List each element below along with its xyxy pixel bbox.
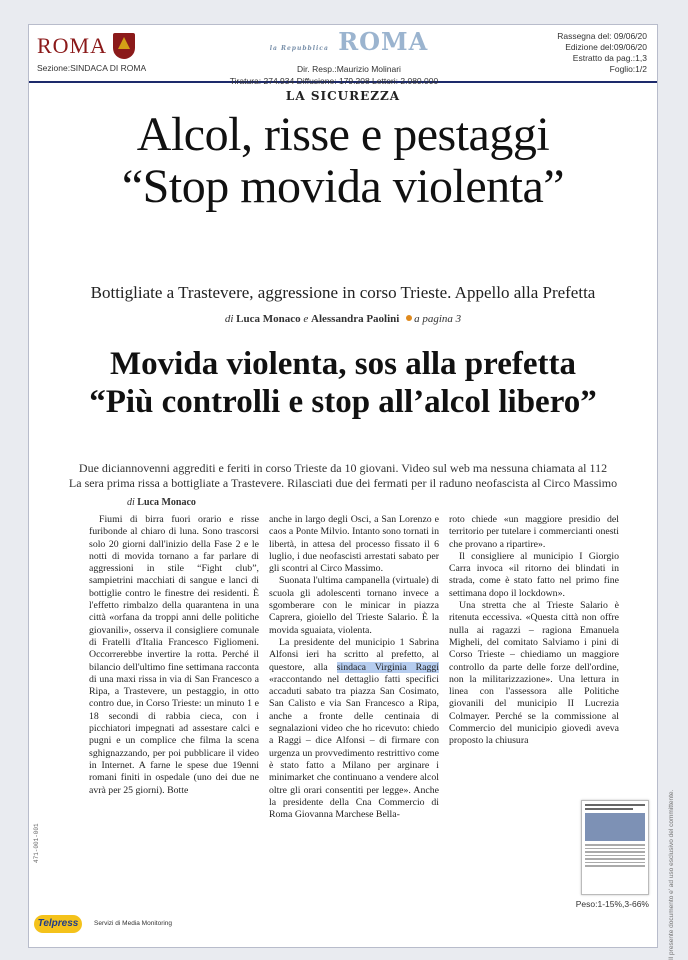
column-2 bbox=[269, 514, 439, 821]
estratto-pages: Estratto da pag.:1,3 bbox=[572, 53, 647, 63]
header-center bbox=[229, 29, 469, 86]
byline-author-1: Luca Monaco bbox=[236, 313, 301, 325]
headline-2 bbox=[29, 345, 657, 421]
byline-page-ref: a pagina 3 bbox=[414, 313, 462, 325]
rubric: LA SICUREZZA bbox=[285, 89, 401, 103]
byline-author-2: Alessandra Paolini bbox=[311, 313, 400, 325]
thumbnail-text bbox=[585, 848, 645, 850]
edizione-date: Edizione del:09/06/20 bbox=[565, 42, 647, 52]
paragraph: anche in largo degli Osci, a San Lorenzo e caos a Ponte Milvio. Intanto sono tornati in libertà, in attesa del processo fissato il 6 luglio, i due neofascisti arrestati sabato per gli scontri al Circo Massimo. bbox=[269, 514, 439, 575]
masthead-sub: la Repubblica bbox=[269, 45, 329, 52]
masthead-title: ROMA bbox=[338, 27, 429, 56]
masthead bbox=[229, 29, 469, 62]
weight-label: Peso:1-15%,3-66% bbox=[575, 899, 649, 909]
roma-logo bbox=[37, 33, 146, 59]
byline-e: e bbox=[303, 313, 309, 325]
byline bbox=[29, 313, 657, 325]
headline-line-2: “Stop movida violenta” bbox=[121, 160, 565, 213]
paragraph: Suonata l'ultima campanella (virtuale) di scuola gli adolescenti tornano invece a sgomberare con le minicar in piazza Caprera, gioiello del Trieste Salario. È la movida sguaiata, violenta. bbox=[269, 575, 439, 636]
paragraph: Una stretta che al Trieste Salario è ritenuta eccessiva. «Questa città non offre nulla ai ragazzi – ragiona Emanuela Migheli, del comitato Salviamo i pini di Corso Trieste – chiediamo un maggiore controllo da parte delle forze dell'ordine, non la militarizzazione». Una lettura in linea con l'assessora alle Politiche giovanili del municipio II Lucrezia Colmayer. Perché se la commissione al Commercio del municipio giovedì aveva proposto la chiusura bbox=[449, 600, 619, 747]
foglio: Foglio:1/2 bbox=[609, 64, 647, 74]
thumbnail-image bbox=[585, 813, 645, 841]
paragraph-text: La presidente del municipio 1 Sabrina Alfonsi ieri ha scritto al prefetto, al questore, alla bbox=[269, 636, 439, 673]
header-right bbox=[557, 31, 647, 75]
column-1 bbox=[89, 514, 259, 821]
side-note: Il presente documento e' ad uso esclusivo del committente. bbox=[668, 789, 675, 960]
headline-line-1: Alcol, risse e pestaggi bbox=[136, 108, 550, 161]
thumbnail-text bbox=[585, 851, 645, 853]
director: Dir. Resp.:Maurizio Molinari bbox=[297, 64, 401, 74]
byline-di: di bbox=[224, 313, 234, 325]
crest-icon bbox=[113, 33, 135, 59]
paragraph-text: «raccontando nel dettaglio fatti specifici accaduti sabato tra piazza San Cosimato, San Calisto e via San Francesco a Ripa, anche a fronte delle centinaia di segnalazioni video che ho ricevuto: chiedo a Raggi – dice Alfonsi – di firmare con urgenza un provvedimento restrittivo come è stato fatto a Milano per arginare i minimarket che continuano a vendere alcol oltre gli orari consentiti per legge». Anche la presidente della Cna Commercio di Roma Giovanna Marchese Bella- bbox=[269, 673, 439, 821]
paragraph bbox=[269, 637, 439, 821]
side-code: 471-001-001 bbox=[33, 823, 40, 863]
thumbnail-text bbox=[585, 865, 645, 867]
section-label: Sezione:SINDACA DI ROMA bbox=[37, 63, 147, 73]
header-left bbox=[37, 33, 146, 73]
author-di: di bbox=[127, 497, 135, 508]
footer bbox=[28, 908, 658, 948]
summary-line-1: Due diciannovenni aggrediti e feriti in corso Trieste da 10 giovani. Video sul web ma nessuna chiamata al 112 bbox=[78, 461, 608, 475]
clipping-header bbox=[29, 25, 657, 86]
paragraph: Fiumi di birra fuori orario e risse furibonde al chiaro di luna. Sono trascorsi solo 20 giorni dall'inizio della Fase 2 e le notti di movida tornano a far parlare di aggressioni in stile “Fight club”, sampietrini macchiati di sangue e lanci di bottiglie contro le finestre dei residenti. È l'effetto rimbalzo della quarantena in una città «orfana da troppi anni delle politiche giovanili», osserva il consigliere comunale di Fratelli d'Italia Francesco Figliomeni. Occorrerebbe invertire la rotta. Perché il bilancio dell'ultimo fine settimana racconta di una maxi rissa in via di San Francesco a Ripa, a Trastevere, un pestaggio, in otto contro due, in Corso Trieste: un minuto 1 e 18 secondi di rabbia cieca, con i picchiatori impegnati ad assestare calci e pugni e un complice che filma la scena sghignazzando, per poi pubblicare il video in Internet. A farne le spese due 19enni romani finiti in ospedale (uno dei due ne avrà per 25 giorni). Botte bbox=[89, 514, 259, 796]
thumbnail-line bbox=[585, 808, 633, 810]
headline-2-line-2: “Più controlli e stop all’alcol libero” bbox=[89, 384, 597, 420]
subhead: Bottigliate a Trastevere, aggressione in corso Trieste. Appello alla Prefetta bbox=[90, 283, 596, 302]
headline bbox=[29, 109, 657, 213]
circulation: Tiratura: 274.934 Diffusione: 179.208 Lettori: 2.080.000 bbox=[229, 76, 439, 86]
bullet-icon bbox=[406, 315, 412, 321]
headline-2-line-1: Movida violenta, sos alla prefetta bbox=[110, 346, 576, 382]
roma-logo-text: ROMA bbox=[37, 33, 108, 58]
thumbnail-text bbox=[585, 844, 645, 846]
thumbnail-text bbox=[585, 862, 645, 864]
summary bbox=[29, 461, 657, 491]
highlighted-text: sindaca Virginia Raggi bbox=[336, 661, 439, 673]
thumbnail-text bbox=[585, 855, 645, 857]
column-3 bbox=[449, 514, 619, 821]
page-thumbnail bbox=[581, 800, 649, 895]
thumbnail-text bbox=[585, 858, 645, 860]
clipping-page bbox=[28, 24, 658, 948]
paragraph: Il consigliere al municipio I Giorgio Carra invoca «il ritorno dei blindati in strada, come è stato fatto nel primo fine settimana dopo il lockdown». bbox=[449, 550, 619, 599]
article-author bbox=[127, 497, 196, 508]
rassegna-date: Rassegna del: 09/06/20 bbox=[557, 31, 647, 41]
summary-line-2: La sera prima rissa a bottigliate a Trastevere. Rilasciati due dei fermati per il raduno neofascista al Circo Massimo bbox=[68, 476, 618, 490]
author-name: Luca Monaco bbox=[137, 497, 196, 508]
telpress-logo: Telpress bbox=[34, 915, 82, 933]
article-body bbox=[89, 514, 619, 821]
footer-text: Servizi di Media Monitoring bbox=[94, 920, 173, 927]
paragraph: roto chiede «un maggiore presidio del territorio per tutelare i commercianti onesti che provano a ripartire». bbox=[449, 514, 619, 550]
thumbnail-line bbox=[585, 804, 645, 806]
